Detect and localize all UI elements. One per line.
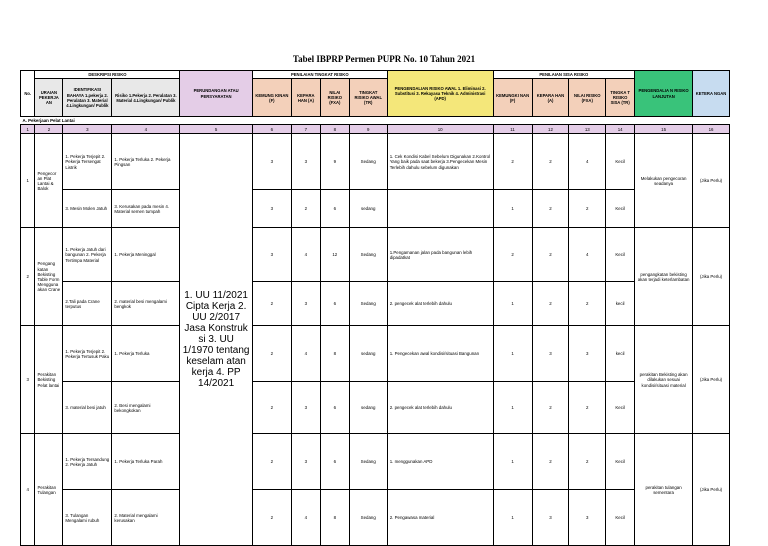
identifikasi-bahaya: 1. Pekerja Tersandung 2. Pekerja Jatuh [63, 434, 112, 490]
column-number: 3 [63, 125, 112, 134]
row-number: 4 [21, 434, 35, 546]
row-number: 1 [21, 134, 35, 228]
peraturan: 1. UU 11/2021 Cipta Kerja 2. UU 2/2017 Jasa Konstruk si 3. UU 1/1970 tentang keselam atan kerja 4. PP 14/2021 [180, 134, 252, 546]
identifikasi-bahaya: 1. Pekerja Terjepit 2. Pekerja Tersengat Listrik [63, 134, 112, 190]
table-row [21, 490, 730, 546]
identifikasi-bahaya: 3. material besi jatuh [63, 382, 112, 434]
table-row [21, 228, 730, 282]
keparahan-value: 3 [291, 282, 320, 326]
pengendalian-awal: 1. menggunakan APD [387, 434, 493, 490]
tingkat-risiko-value: sedang [349, 190, 387, 228]
nilai-sisa-value: 4 [569, 228, 606, 282]
nilai-risiko-value: 8 [320, 490, 349, 546]
header-sisa: PENILAIAN SISA RISIKO [493, 71, 635, 79]
header-keparahan: KEPARA HAN (A) [291, 79, 320, 117]
keparahan-value: 4 [291, 490, 320, 546]
tingkat-risiko-value: Sedang [349, 490, 387, 546]
header-nilai-sisa: NILAI RISIKO (FXA) [569, 79, 606, 117]
column-number: 5 [180, 125, 252, 134]
tingkat-sisa-value: Kecil [606, 190, 635, 228]
tingkat-sisa-value: Kecil [606, 382, 635, 434]
header-perundangan: PERUNDANGAN ATAU PERSYARATAN [180, 71, 252, 117]
keparahan-value: 3 [291, 382, 320, 434]
kemungkinan-value: 2 [252, 382, 291, 434]
uraian-pekerjaan: Pengecor an Plat Lantai & Balok [35, 134, 63, 228]
nilai-sisa-value: 2 [569, 190, 606, 228]
header-risiko: Risiko 1.Pekerja 2. Peralatan 3. Material 4.Lingkungan/ Publik [112, 79, 180, 117]
column-number: 6 [252, 125, 291, 134]
nilai-sisa-value: 3 [569, 326, 606, 382]
nilai-risiko-value: 9 [320, 134, 349, 190]
kemungkinan-sisa-value: 1 [493, 326, 532, 382]
header-penilaian: PENILAIAN TINGKAT RISIKO [252, 71, 387, 79]
table-row [21, 382, 730, 434]
keparahan-sisa-value: 2 [532, 282, 569, 326]
tingkat-sisa-value: Kecil [606, 490, 635, 546]
risiko: 1. Pekerja Terluka 2. Pekerja Pingsan [112, 134, 180, 190]
tingkat-sisa-value: kecil [606, 282, 635, 326]
kemungkinan-sisa-value: 1 [493, 382, 532, 434]
keterangan: (Jika Perlu) [693, 228, 730, 326]
kemungkinan-sisa-value: 1 [493, 190, 532, 228]
column-number: 8 [320, 125, 349, 134]
risiko: 2. material besi mengalami bengkok [112, 282, 180, 326]
kemungkinan-value: 2 [252, 282, 291, 326]
header-uraian: URAIAN PEKERJA AN [35, 79, 63, 117]
tingkat-risiko-value: sedang [349, 382, 387, 434]
table-row [21, 434, 730, 490]
keparahan-sisa-value: 3 [532, 490, 569, 546]
keparahan-sisa-value: 2 [532, 134, 569, 190]
column-number: 9 [349, 125, 387, 134]
pengendalian-lanjutan: pengangkatan bekisting akan terjadi keterlambatan [635, 228, 693, 326]
keparahan-value: 3 [291, 134, 320, 190]
nilai-risiko-value: 6 [320, 382, 349, 434]
tingkat-risiko-value: Sedang [349, 282, 387, 326]
kemungkinan-value: 3 [252, 228, 291, 282]
header-no: No. [21, 71, 35, 117]
nilai-risiko-value: 6 [320, 282, 349, 326]
risiko: 2. Besi mengalami bekongkokan [112, 382, 180, 434]
nilai-sisa-value: 2 [569, 382, 606, 434]
risiko: 1. Pekerja Terluka [112, 326, 180, 382]
nilai-sisa-value: 2 [569, 282, 606, 326]
nilai-sisa-value: 4 [569, 134, 606, 190]
pengendalian-awal: 1. Cek Kondisi Kabel Sebelum Digunakan 2.Kontrol Yang baik pada saat bekerja 3.Pengecekan Mesin Terlebih dahulu sebelum digunakan [387, 134, 493, 190]
keparahan-value: 4 [291, 228, 320, 282]
table-row [21, 190, 730, 228]
nilai-risiko-value: 12 [320, 228, 349, 282]
table-row [21, 134, 730, 190]
header-keparahan-sisa: KEPARA HAN (A) [532, 79, 569, 117]
tingkat-sisa-value: Kecil [606, 228, 635, 282]
table-row [21, 282, 730, 326]
pengendalian-awal: 2. Pengawasa material [387, 490, 493, 546]
header-nilai: NILAI RISIKO (FXA) [320, 79, 349, 117]
uraian-pekerjaan: Perakitan Bekisting Pelat lantai [35, 326, 63, 434]
identifikasi-bahaya: 3. Mesin Molen Jatuh [63, 190, 112, 228]
kemungkinan-value: 2 [252, 490, 291, 546]
pengendalian-awal [387, 190, 493, 228]
header-kemungkinan: KEMUNG KINAN (F) [252, 79, 291, 117]
nilai-sisa-value: 2 [569, 434, 606, 490]
kemungkinan-sisa-value: 1 [493, 282, 532, 326]
identifikasi-bahaya: 1. Pekerja Jatuh dari bangunan 2. Pekerja Tertimpa Material [63, 228, 112, 282]
keparahan-sisa-value: 2 [532, 434, 569, 490]
row-number: 2 [21, 228, 35, 326]
nilai-risiko-value: 6 [320, 434, 349, 490]
column-number: 14 [606, 125, 635, 134]
header-tingkat: TINGKAT RISIKO AWAL (TR) [349, 79, 387, 117]
column-number: 4 [112, 125, 180, 134]
uraian-pekerjaan: Pengang katan Bekisting Table Form Mengguna akan Crane [35, 228, 63, 326]
keterangan: (Jika Perlu) [693, 434, 730, 546]
keterangan: (Jika Perlu) [693, 134, 730, 228]
nilai-risiko-value: 8 [320, 326, 349, 382]
tingkat-risiko-value: Sedang [349, 134, 387, 190]
column-number-row [21, 125, 730, 134]
pengendalian-awal: 1.Pengamanan jalan pada bangunan lebih dipadatkat [387, 228, 493, 282]
identifikasi-bahaya: 3. Tulangan Mengalami rubuh [63, 490, 112, 546]
nilai-sisa-value: 3 [569, 490, 606, 546]
column-number: 12 [532, 125, 569, 134]
pengendalian-lanjutan: Melakukan pengecoran seadanya [635, 134, 693, 228]
header-deskripsi: DESKRIPSI RISIKO [35, 71, 180, 79]
kemungkinan-value: 3 [252, 190, 291, 228]
page-title: Tabel IBPRP Permen PUPR No. 10 Tahun 2021 [292, 54, 476, 64]
column-number: 2 [35, 125, 63, 134]
pengendalian-lanjutan: perakitan tulangan sementara [635, 434, 693, 546]
keparahan-sisa-value: 3 [532, 326, 569, 382]
header-tingkat-sisa: TINGKA T RISIKO SISA (TR) [606, 79, 635, 117]
kemungkinan-sisa-value: 2 [493, 134, 532, 190]
column-number: 1 [21, 125, 35, 134]
column-number: 10 [387, 125, 493, 134]
tingkat-sisa-value: kecil [606, 326, 635, 382]
column-number: 13 [569, 125, 606, 134]
risiko: 1. Pekerja Terluka Parah [112, 434, 180, 490]
row-number: 3 [21, 326, 35, 434]
risiko: 3. Kerusakan pada mesin 4. Material semen tumpah [112, 190, 180, 228]
keterangan: (Jika Perlu) [693, 326, 730, 434]
keparahan-value: 2 [291, 190, 320, 228]
pengendalian-lanjutan: perakitan Bekisting akan dilakukan sesuai kondisi/situasi material [635, 326, 693, 434]
header-pengendalian-awal: PENGENDALIAN RISIKO AWAL 1. Eliminasi 2. Substitusi 3. Rekayasa Teknik 4. Administrasi (APD) [387, 71, 493, 117]
nilai-risiko-value: 6 [320, 190, 349, 228]
tingkat-risiko-value: sedang [349, 326, 387, 382]
section-label: A. Pekerjaan Pelat Lantai [22, 118, 75, 124]
tingkat-risiko-value: Sedang [349, 434, 387, 490]
risiko: 1. Pekerja Meninggal [112, 228, 180, 282]
keparahan-sisa-value: 2 [532, 228, 569, 282]
kemungkinan-value: 2 [252, 434, 291, 490]
header-keterangan: KETERA NGAN [693, 71, 730, 117]
column-number: 11 [493, 125, 532, 134]
column-number: 16 [693, 125, 730, 134]
kemungkinan-sisa-value: 2 [493, 228, 532, 282]
pengendalian-awal: 2. pengecek alat terlebih dahulu [387, 282, 493, 326]
keparahan-sisa-value: 2 [532, 382, 569, 434]
pengendalian-awal: 2. pengecek alat terlebih dahulu [387, 382, 493, 434]
identifikasi-bahaya: 2.Tali pada Crane terputus [63, 282, 112, 326]
ibprp-table [20, 70, 730, 546]
uraian-pekerjaan: Perakitan Tulangan [35, 434, 63, 546]
pengendalian-awal: 1. Pengecekan awal kondisi/situasi Bangunan [387, 326, 493, 382]
kemungkinan-sisa-value: 1 [493, 434, 532, 490]
keparahan-value: 3 [291, 434, 320, 490]
keparahan-sisa-value: 2 [532, 190, 569, 228]
column-number: 15 [635, 125, 693, 134]
keparahan-value: 4 [291, 326, 320, 382]
tingkat-sisa-value: Kecil [606, 134, 635, 190]
table-row [21, 326, 730, 382]
header-lanjutan: PENGENDALIA N RISIKO LANJUTAN [635, 71, 693, 117]
kemungkinan-sisa-value: 1 [493, 490, 532, 546]
header-identifikasi: IDENTIFIKASI BAHAYA 1.pekerja 2. Peralatan 3. Material 4.Lingkungan/ Publik [63, 79, 112, 117]
column-number: 7 [291, 125, 320, 134]
kemungkinan-value: 3 [252, 134, 291, 190]
kemungkinan-value: 2 [252, 326, 291, 382]
tingkat-risiko-value: Sedang [349, 228, 387, 282]
tingkat-sisa-value: Kecil [606, 434, 635, 490]
header-kemungkinan-sisa: KEMUNGKI NAN (F) [493, 79, 532, 117]
identifikasi-bahaya: 1. Pekerja Terjepit 2. Pekerja Tertusuk Paku [63, 326, 112, 382]
risiko: 2. Material mengalami kerusakan [112, 490, 180, 546]
